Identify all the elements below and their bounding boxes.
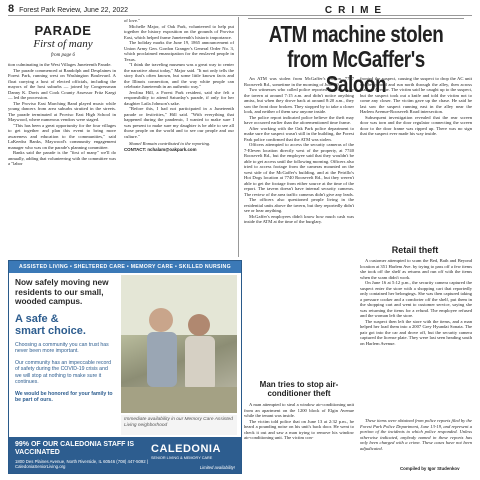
ad-photo-illustration [121,275,237,413]
parade-subheading: First of many [33,38,93,50]
paragraph: Subsequent investigation revealed that the rear screen door was torn and the door regulator connecting the screen door to the door frame was ripped up. There was no sign that the suspect ever made his way inside. [360,114,472,136]
ad-vaccinated-text: 99% OF OUR CALEDONIA STAFF IS VACCINATED [15,441,135,456]
paragraph: An ATM was stolen from McGaffer's Saloon, 7737 Roosevelt Rd., sometime in the morning of June 19. [244,76,354,87]
ad-copy [15,278,115,404]
ad-banner: ASSISTED LIVING • SHELTERED CARE • MEMORY CARE • SKILLED NURSING [9,261,241,273]
paragraph: A man attempted to steal a window air-conditioning unit from an apartment on the 1200 block of Elgin Avenue while the tenant was inside. [244,402,354,418]
paragraph: "I think the traveling museum was a great way to center the narrative about today," Major said. "It not only tells the story that's often known, but some little known facts and the Illinois connection, and the way white people can celebrate Juneteenth in an authentic way." [124,62,234,89]
paragraph: On June 16 at 5:12 p.m., the security camera captured the suspect enter the store with a shopping cart that reportedly only contained her belongings. She was then captured taking a pressure cooker and a comforter off the shelf, put them in the shopping cart and went to customer service, saying she was returning the items for a refund. The employee refused and the woman left the store. [360,280,472,318]
police-note-text: These items were obtained from police reports filed by the Forest Park Police Department, June 13-19, and represent a portion of the incidents to which police responded. Unless otherwise indicated, anybody named in these reports has only been charged with a crime. These cases have not been adjudicated. [360,418,472,451]
ad-tagline-line-2: smart choice. [15,324,86,337]
parade-contact: CONTACT: nchalam@oakpark.com [124,146,197,152]
paragraph: Jewlina Hill, a Forest Park resident, said she felt a responsibility to attend Saturday's parade, if only for her daughter Laila Johnson's sake. [124,89,234,106]
parade-jump-line: from page 6 [51,53,75,58]
paragraph: "This has been a great opportunity for the four villages to get together and plan this event to bring more awareness and education to the communities," said LaKeedra Banks, Maywood's community engagement manager who was on the parade's planning committee. [8,122,116,150]
caledonia-logo-sub: SENIOR LIVING & MEMORY CARE [151,456,213,460]
paragraph: tion culminating in the West Villages Juneteenth Parade. [8,62,112,67]
ad-paragraph: Our community has an impeccable record of safety during the COVID-19 crisis and we will stop at nothing to make sure it continues. [15,359,112,385]
paragraph: The officers also questioned people living in the residential units above the tavern, but they reportedly didn't see or hear anything. [244,197,354,213]
paragraph: A customer attempted to scam the Bed, Bath and Beyond location at 351 Harlem Ave. by trying to pass off a few items she took off the shelf as returns and run off with the items when the scam didn't work. [360,258,472,280]
paragraph: fronted the suspect, causing the suspect to drop the AC unit on the ground and run north through the alley, then across Harlem Avenue. The victim said he caught up to the suspect, but the suspect took out a knife and told the victim not to come any closer. The victim gave up the chase. He said he last saw the suspect running east in the alley near the Harlem Avenue-Roosevelt Road intersection. [360,76,472,114]
parade-credit: Shanel Romain contributed to the reporting. [129,141,211,146]
paragraph: Officers attempted to access the security cameras of the 7-Eleven location directly west of the property, at 7740 Roosevelt Rd., but the employee said that they wouldn't be able to get access until the following morning. Officers also tried to access footage from the cameras mounted on the west side of the McGaffer's building, and at the Petrillo's Hot Dogs location at 7740 Roosevelt Rd., but they weren't able to get the footage from either source at the time of the report. The tavern doesn't have internal security cameras. The review of the area traffic cameras didn't give any leads. [244,142,354,197]
paragraph: The police report indicated police believe the theft may have occurred earlier than the aforementioned time frame. [244,114,354,125]
ad-paragraph: We would be honored for your family to be part of ours. [15,390,113,403]
column-divider [238,17,239,257]
crime-column-2 [360,76,472,137]
paragraph: of love." [124,18,140,23]
ad-tagline [15,313,115,337]
parade-column-2 [124,18,234,152]
parade-heading: PARADE [34,23,92,38]
retail-theft-subhead: Retail theft [391,245,439,255]
paragraph: The suspect then left the store with the items, and a man helped her load them into a 2007 Grey Hyundai Sonata. The pair got into the car and drove off, but the security camera captured the license plate. They were last seen heading south on Harlem Avenue. [360,318,472,346]
paragraph: McGaffer's employees didn't know how much cash was inside the ATM at the time of the burglary. [244,213,354,224]
ad-contact-text: 1800 Des Plaines Avenue, North Riverside, IL 60546 (708) 447-5092 | CaledoniaSeniorLiving.org [15,459,148,469]
paragraph: The parade commenced at Randolph and Desplaines in Forest Park, running west on Washington Boulevard. A float carrying a host of elected officials, including the mayors of the host suburbs — joined by Congressman Danny K. Davis and Cook County Assessor Fritz Kaegi — led the procession. [8,67,116,100]
ad-headline: Now safely moving new residents to our small, wooded campus. [15,277,109,306]
caledonia-advertisement[interactable] [8,260,242,474]
ad-tagline-line-1: A safe & [15,312,59,325]
police-note [360,418,472,451]
parade-column-1 [8,62,116,167]
crime-column-1b [244,402,354,441]
compiled-credit: Compiled by Igor Studenkov [400,466,460,471]
paragraph: Two witnesses who called police reported they drove by the tavern at around 7:15 a.m. and didn't notice anything amiss, but when they drove back at around 8:20 a.m., they saw the front door broken. They stopped by to take a closer look, and neither of them saw anyone inside. [244,87,354,114]
crime-column-1 [244,76,354,225]
paragraph: The Proviso East Marching Band played music while young dancers from area suburbs strutted in the streets. The parade terminated at Proviso East High School in Maywood, where numerous vendors were staged. [8,100,116,122]
paragraph: The victim told police that on June 13 at 2:32 p.m., he heard a pounding noise on his unit's back door. He went to check it out and saw a man trying to remove his window air-conditioning unit. The victim con- [244,418,354,440]
paragraph: After working with the Oak Park police department to make sure the suspect wasn't still in the building, the Forest Park police confirmed that the ATM was stolen. [244,125,354,142]
caledonia-logo: CALEDONIA [151,443,221,455]
ad-photo [121,275,237,413]
paragraph: "Before this, I had not participated in a Juneteenth parade or festivities," Hill said. "With everything that happened during the pandemic, I wanted to make sure I was present to make sure my daughter is be able to see all those people on the world and to see our people and our culture." [124,106,234,139]
paragraph: Michelle Major, of Oak Park, volunteered to help put together the history exposition on the grounds of Proviso East, which helped frame Juneteenth's historic importance. [124,23,234,40]
ad-caption: Immediate availability in our Memory Care Assisted Living neighborhood [121,415,237,435]
ad-paragraph: Choosing a community you can trust has never been more important. [15,341,109,354]
crime-section-label: CRIME [324,5,388,16]
page-number: 8 [8,3,15,15]
crime-rule [248,18,464,19]
page-folio [8,3,128,15]
paper-date: Forest Park Review, June 22, 2022 [19,7,129,14]
ac-theft-subhead: Man tries to stop air-conditioner theft [259,380,339,398]
paragraph: The holiday marks the June 19, 1865 announcement of Union Army Gen. Gordon Granger's General Order No. 3, which proclaimed emancipation for the enslaved people in Texas. [124,40,234,62]
crime-column-2b [360,258,472,346]
ad-footer [9,437,241,473]
ad-limited-availability: Limited availability! [199,465,235,470]
paragraph: Banks said the parade is the "first of many" we'll do annually, adding that volunteering with the committee was a "labor [8,150,116,166]
crime-headline: ATM machine stolen from McGaffer's Saloon [268,21,444,97]
